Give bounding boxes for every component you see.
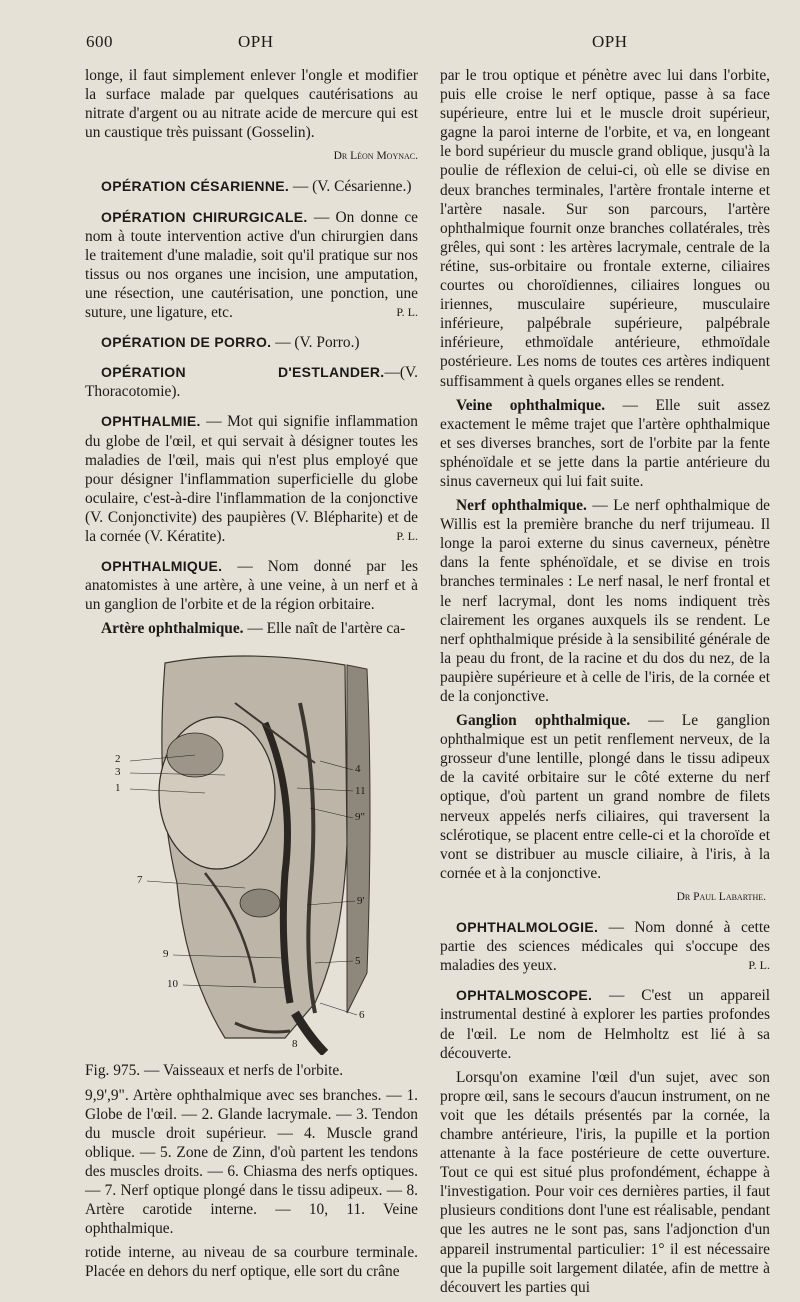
- orbit-engraving: [85, 643, 418, 1055]
- paragraph-continuation: longe, il faut simplement enlever l'ongle et modifier la surface malade par quelques cautérisations au nitrate d'argent ou au nitrate acide de mercure qui est un caustique très puissant (Gosselin).: [85, 67, 418, 142]
- subentry-body: — Elle naît de l'artère ca-: [243, 620, 406, 638]
- figure-label: 7: [137, 874, 143, 887]
- entry-body: — Mot qui signifie inflammation du globe de l'œil, et qui servait à désigner toutes les maladies de l'œil, mais qui n'est plus employé que pour désigner l'inflammation superficielle du globe oculaire, c'est-à-dire l'inflammation de la conjonctive (V. Conjonctivite) des paupières (V. Blépharite) et de la cornée (V. Kératite).: [85, 413, 418, 545]
- figure-label: 1: [115, 782, 121, 795]
- paragraph-text: Lorsqu'on examine l'œil d'un sujet, avec son propre œil, sans le secours d'aucun instrument, on ne voit que les détails présentés par la cornée, la chambre antérieure, l'iris, la pupille et la portion attenante à la face postérieure de cette ouverture. Tout ce qui est situé plus profondément, échappe à l'investigation. Pour voir ces dernières parties, il faut plusieurs conditions dont l'une est réalisable, pendant que les autres ne le sont pas, sans l'adjonction d'un appareil instrumental particulier: 1° il est nécessaire que la pupille soit largement dilatée, afin de mettre à découvert les parties qui: [440, 1068, 770, 1296]
- entry-ophthalmie: [85, 412, 418, 546]
- figure-label: 4: [355, 763, 361, 776]
- entry-title: OPHTHALMOLOGIE.: [456, 919, 599, 936]
- entry-initials: P. L.: [396, 305, 418, 320]
- figure-label: 2: [115, 753, 121, 766]
- figure-label: 9': [357, 895, 365, 908]
- entry-body: — On donne ce nom à toute intervention active d'un chirurgien dans le traitement d'une maladie, soit qu'il pratique sur nos tissus ou nos organes une incision, une amputation, une résection, une cautérisation, une ponction, une suture, une ligature, etc.: [85, 208, 418, 322]
- figure-label: 5: [355, 955, 361, 968]
- subentry-body: — Le ganglion ophthalmique est un petit renflement nerveux, de la grosseur d'une lentille, plongé dans le tissu adipeux de la cavité orbitaire sur le côté externe du nerf optique, d'où partent un grand nombre de filets nerveux appelés nerfs ciliaires, qui traversent la sclérotique, se placent entre celle-ci et la choroïde et vont se distribuer au muscle ciliaire, à l'iris, à la cornée et à la conjonctive.: [440, 712, 770, 882]
- right-column: [440, 66, 770, 1302]
- author-signature: Dr Paul Labarthe.: [676, 890, 766, 903]
- entry-title: OPHTHALMIQUE.: [101, 558, 223, 575]
- figure-label: 11: [355, 785, 366, 798]
- subentry-nerf-ophthalmique: [440, 496, 770, 706]
- entry-title: OPÉRATION CHIRURGICALE.: [101, 208, 308, 225]
- figure-label: 6: [359, 1009, 365, 1022]
- figure-label: 9": [355, 811, 365, 824]
- running-header: [0, 32, 800, 56]
- figure-label: 9: [163, 948, 169, 961]
- figure-label: 8: [292, 1038, 298, 1051]
- subentry-ganglion-ophthalmique: [440, 711, 770, 883]
- subentry-title: Veine ophthalmique.: [456, 396, 606, 414]
- entry-body: — Nom donné par les anatomistes à une artère, à une veine, à un nerf et à un ganglion de l'orbite et de la région orbitaire.: [85, 558, 418, 614]
- entry-ophtalmoscope: [440, 986, 770, 1062]
- paragraph-text: rotide interne, au niveau de sa courbure terminale. Placée en dehors du nerf optique, elle sort du crâne: [85, 1244, 418, 1281]
- entry-title: OPÉRATION D'ESTLANDER.: [101, 364, 385, 381]
- entry-body: —(V. Thoracotomie).: [85, 364, 418, 401]
- entry-initials: P. L.: [748, 958, 770, 973]
- subentry-title: Nerf ophthalmique.: [456, 497, 587, 515]
- running-title-left: OPH: [238, 32, 274, 51]
- figure-label: 10: [167, 978, 178, 991]
- figure-caption: Fig. 975. — Vaisseaux et nerfs de l'orbite.: [85, 1062, 344, 1080]
- entry-ophthalmologie: [440, 918, 770, 975]
- subentry-body: — Le nerf ophthalmique de Willis est la première branche du nerf trijumeau. Il longe la paroi externe du sinus caverneux, pénètre dans la fente sphénoïdale, et se divise en trois branches terminales : Le nerf nasal, le nerf frontal et le nerf lacrymal, dont les noms indiquent très clairement les organes auxquels ils se rendent. Le nerf ophthalmique préside à la sensibilité générale de la peau du front, de la racine et du dos du nez, de la paupière supérieure et à celle de l'iris, de la cornée et de la conjonctive.: [440, 497, 770, 705]
- entry-title: OPÉRATION DE PORRO.: [101, 334, 272, 351]
- subentry-veine-ophthalmique: [440, 396, 770, 491]
- entry-body: — (V. Porro.): [271, 334, 360, 352]
- entry-operation-estlander: [85, 363, 418, 401]
- subentry-body: — Elle suit assez exactement le même trajet que l'artère ophthalmique et ses diverses branches, sort de l'orbite par la fente sphénoïdale et se jette dans la partie antérieure du sinus caverneux qui lui fait suite.: [440, 396, 770, 490]
- entry-ophthalmique: [85, 557, 418, 614]
- page-number: 600: [86, 32, 113, 51]
- figure-label: 3: [115, 766, 121, 779]
- entry-operation-chirurgicale: [85, 208, 418, 323]
- subentry-title: Ganglion ophthalmique.: [456, 712, 631, 730]
- entry-body: — (V. Césarienne.): [289, 178, 412, 196]
- paragraph-continuation: par le trou optique et pénètre avec lui dans l'orbite, puis elle croise le nerf optique, passe à sa face supérieure, entre lui et le muscle droit supérieur, gagne la paroi interne de l'orbite, et va, en longeant le bord supérieur du muscle grand oblique, jusqu'à la poulie de réflexion de celui-ci, où elle se divise en deux branches terminales, l'artère frontale interne et l'artère nasale. Sur son parcours, l'artère ophthalmique fournit onze branches collatérales, très grêles, qui sont : les artères lacrymale, centrale de la rétine, sus-orbitaire ou frontale externe, ciliaires courtes ou choroïdiennes, ciliaires longues ou iriennes, musculaire supérieure, musculaire inférieure, palpébrale supérieure, palpébrale inférieure, ethmoïdale antérieure, ethmoïdale postérieure. Les noms de toutes ces artères indiquent suffisamment à quels organes elles se rendent.: [440, 67, 770, 390]
- anatomical-illustration-orbit: [85, 643, 418, 1055]
- entry-operation-de-porro: [85, 333, 418, 352]
- entry-body: — Nom donné à cette partie des sciences médicales qui s'occupe des maladies des yeux.: [440, 919, 770, 975]
- entry-initials: P. L.: [396, 528, 418, 543]
- left-column: [85, 66, 418, 1286]
- running-title-right: OPH: [592, 32, 628, 51]
- entry-title: OPHTALMOSCOPE.: [456, 987, 593, 1004]
- entry-title: OPHTHALMIE.: [101, 413, 201, 430]
- figure-legend: 9,9',9". Artère ophthalmique avec ses branches. — 1. Globe de l'œil. — 2. Glande lacrymale. — 3. Tendon du muscle droit supérieur. — 4. Muscle grand oblique. — 5. Zone de Zinn, d'où partent les tendons des muscles droits. — 6. Chiasma des nerfs optiques. — 7. Nerf optique plongé dans le tissu adipeux. — 8. Artère carotide interne. — 10, 11. Veine ophthalmique.: [85, 1086, 418, 1238]
- entry-body: — C'est un appareil instrumental destiné à explorer les parties profondes de l'œil. Le nom de Helmholtz est lié à sa découverte.: [440, 987, 770, 1062]
- subentry-artere-ophthalmique: [85, 619, 418, 638]
- subentry-title: Artère ophthalmique.: [101, 620, 244, 638]
- entry-operation-cesarienne: [85, 177, 418, 196]
- author-signature: Dr Léon Moynac.: [333, 150, 418, 163]
- entry-title: OPÉRATION CÉSARIENNE.: [101, 178, 290, 195]
